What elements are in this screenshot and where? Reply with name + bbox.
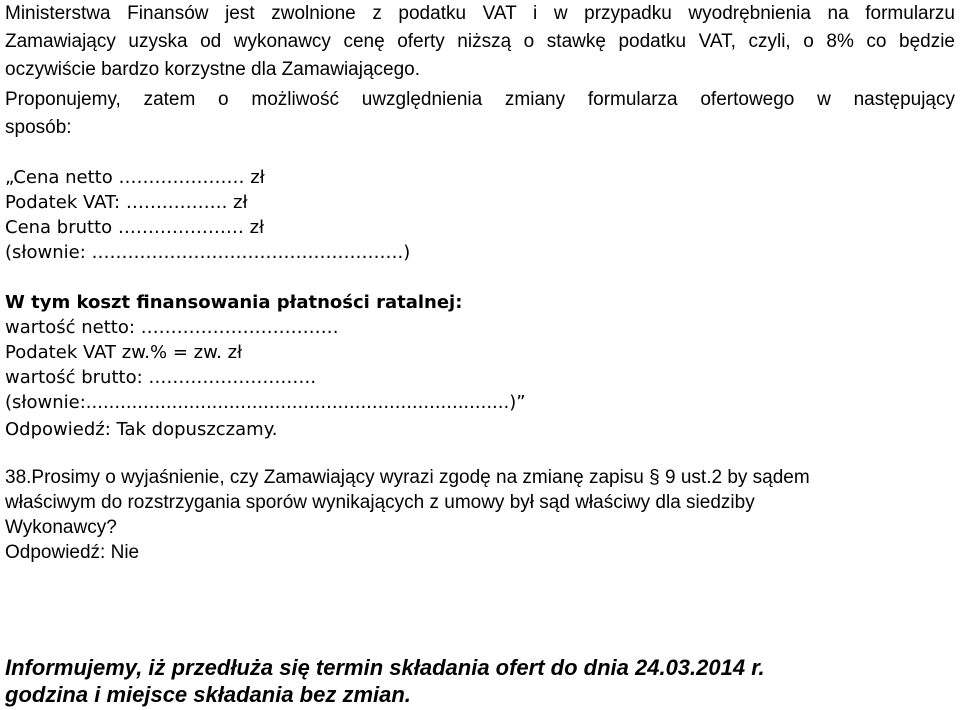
question-38-line-3: Wykonawcy? — [5, 517, 117, 538]
intro-line-1: Ministerstwa Finansów jest zwolnione z podatku VAT i w przypadku wyodrębnienia na formularzu — [5, 3, 955, 24]
intro-line-4: Proponujemy, zatem o możliwość uwzględnienia zmiany formularza ofertowego w następujący — [5, 89, 955, 110]
financing-slownie: (słownie:..........................................................................)” — [5, 392, 526, 413]
financing-answer: Odpowiedź: Tak dopuszczamy. — [5, 419, 278, 440]
intro-line-2: Zamawiający uzyska od wykonawcy cenę oferty niższą o stawkę podatku VAT, czyli, o 8% co będzie — [5, 31, 955, 52]
form-podatek-vat: Podatek VAT: …….………. zł — [5, 192, 248, 213]
notice-line-1: Informujemy, iż przedłuża się termin składania ofert do dnia 24.03.2014 r. — [5, 655, 765, 680]
form-cena-brutto: Cena brutto ………………… zł — [5, 217, 265, 238]
question-38-answer: Odpowiedź: Nie — [5, 542, 140, 563]
intro-line-5: sposób: — [5, 117, 72, 138]
form-slownie: (słownie: …………………………………………….) — [5, 242, 411, 263]
financing-netto: wartość netto: …………………………… — [5, 317, 339, 338]
financing-heading: W tym koszt finansowania płatności ratalnej: — [5, 292, 463, 313]
notice-line-2: godzina i miejsce składania bez zmian. — [5, 682, 411, 707]
question-38-line-2: właściwym do rozstrzygania sporów wynikających z umowy był sąd właściwy dla siedziby — [5, 492, 755, 513]
financing-brutto: wartość brutto: ………………………. — [5, 367, 317, 388]
question-38-line-1: 38.Prosimy o wyjaśnienie, czy Zamawiający wyrazi zgodę na zmianę zapisu § 9 ust.2 by sądem — [5, 467, 810, 488]
form-cena-netto: „Cena netto ………………… zł — [5, 167, 265, 188]
financing-vat: Podatek VAT zw.% = zw. zł — [5, 342, 243, 363]
intro-line-3: oczywiście bardzo korzystne dla Zamawiającego. — [5, 59, 421, 80]
